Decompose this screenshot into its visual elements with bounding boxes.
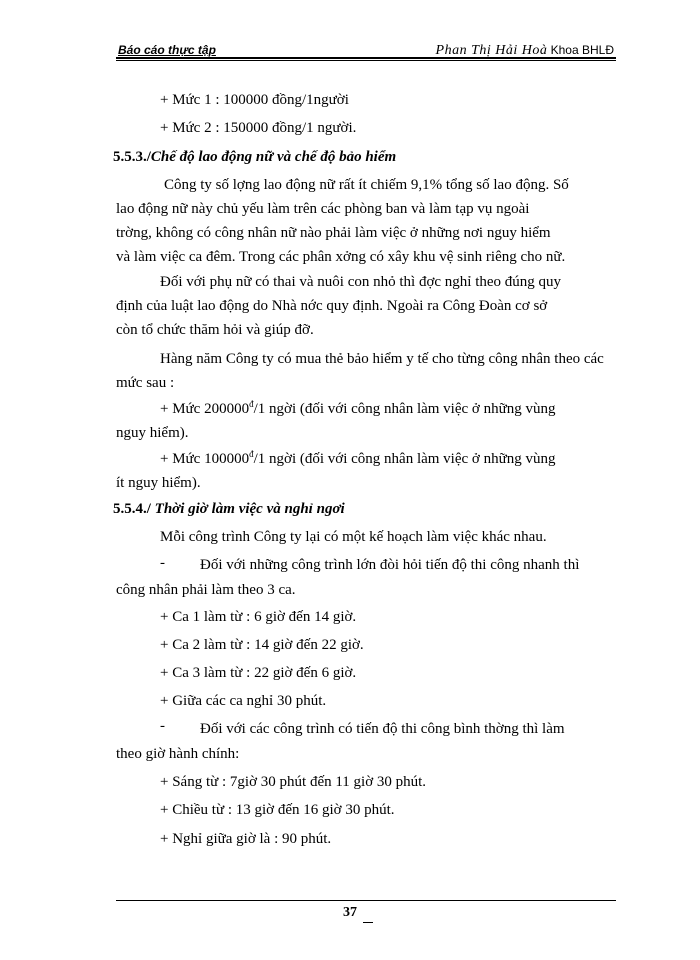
section-title: Thời giờ làm việc và nghỉ ngơi [150,501,345,517]
dash-bullet: - [160,555,165,571]
paragraph-line: ít nguy hiểm). [116,475,201,491]
paragraph-line: lao động nữ này chủ yếu làm trên các phòng ban và làm tạp vụ ngoài [116,201,530,217]
page-number: 37 [343,905,357,920]
paragraph-line: theo giờ hành chính: [116,746,240,762]
shift-break: + Giữa các ca nghỉ 30 phút. [160,693,327,709]
hours-break: + Nghỉ giữa giờ là : 90 phút. [160,831,332,847]
paragraph-line: Mỗi công trình Công ty lại có một kế hoạch làm việc khác nhau. [160,529,547,545]
insurance-rate-1 [160,400,555,418]
paragraph-line: nguy hiểm). [116,425,189,441]
hours-morning: + Sáng từ : 7giờ 30 phút đến 11 giờ 30 phút. [160,774,427,790]
paragraph-line: còn tổ chức thăm hỏi và giúp đỡ. [116,322,314,338]
section-title: Chế độ lao động nữ và chế độ bảo hiểm [150,149,397,165]
section-5-5-3-heading [113,148,396,166]
paragraph-line: và làm việc ca đêm. Trong các phân xởng có xây khu vệ sinh riêng cho nữ. [116,249,566,265]
header-department: Khoa BHLĐ [550,43,614,57]
paragraph-line: Công ty số lợng lao động nữ rất ít chiếm 9,1% tổng số lao động. Số [164,177,569,193]
insurance-rate-2 [160,450,555,468]
paragraph-line: công nhân phải làm theo 3 ca. [116,582,296,598]
rate-level-1: + Mức 1 : 100000 đồng/1người [160,92,349,108]
rate-text: + Mức 100000 [160,451,250,467]
section-number: 5.5.4./ [113,501,151,517]
section-number: 5.5.3./ [113,149,151,165]
currency-superscript: đ [249,449,254,459]
header-rule-thick [116,57,616,59]
rate-text: + Mức 200000 [160,401,250,417]
hours-afternoon: + Chiều từ : 13 giờ đến 16 giờ 30 phút. [160,802,395,818]
dash-bullet: - [160,718,165,734]
shift-1: + Ca 1 làm từ : 6 giờ đến 14 giờ. [160,609,357,625]
paragraph-line: trờng, không có công nhân nữ nào phải làm việc ở những nơi nguy hiểm [116,225,551,241]
paragraph-line: Đối với những công trình lớn đòi hỏi tiến độ thi công nhanh thì [200,557,580,573]
paragraph-line: Hàng năm Công ty có mua thẻ bảo hiểm y tế cho từng công nhân theo các [160,351,604,367]
rate-level-2: + Mức 2 : 150000 đồng/1 người. [160,120,357,136]
page-number-underline [363,922,373,923]
header-author: Phan Thị Hải Hoà [435,43,548,58]
paragraph-line: mức sau : [116,375,175,391]
rate-text: /1 ngời (đối với công nhân làm việc ở những vùng [253,451,556,467]
header-rule-thin [116,60,616,61]
footer-rule [116,900,616,901]
shift-2: + Ca 2 làm từ : 14 giờ đến 22 giờ. [160,637,364,653]
paragraph-line: Đối với các công trình có tiến độ thi công bình thờng thì làm [200,721,565,737]
paragraph-line: định của luật lao động do Nhà nớc quy định. Ngoài ra Công Đoàn cơ sở [116,298,548,314]
shift-3: + Ca 3 làm từ : 22 giờ đến 6 giờ. [160,665,357,681]
currency-superscript: đ [249,399,254,409]
header-title: Báo cáo thực tập [118,43,216,57]
section-5-5-4-heading [113,500,345,518]
rate-text: /1 ngời (đối với công nhân làm việc ở những vùng [253,401,556,417]
paragraph-line: Đối với phụ nữ có thai và nuôi con nhỏ thì đợc nghỉ theo đúng quy [160,274,562,290]
